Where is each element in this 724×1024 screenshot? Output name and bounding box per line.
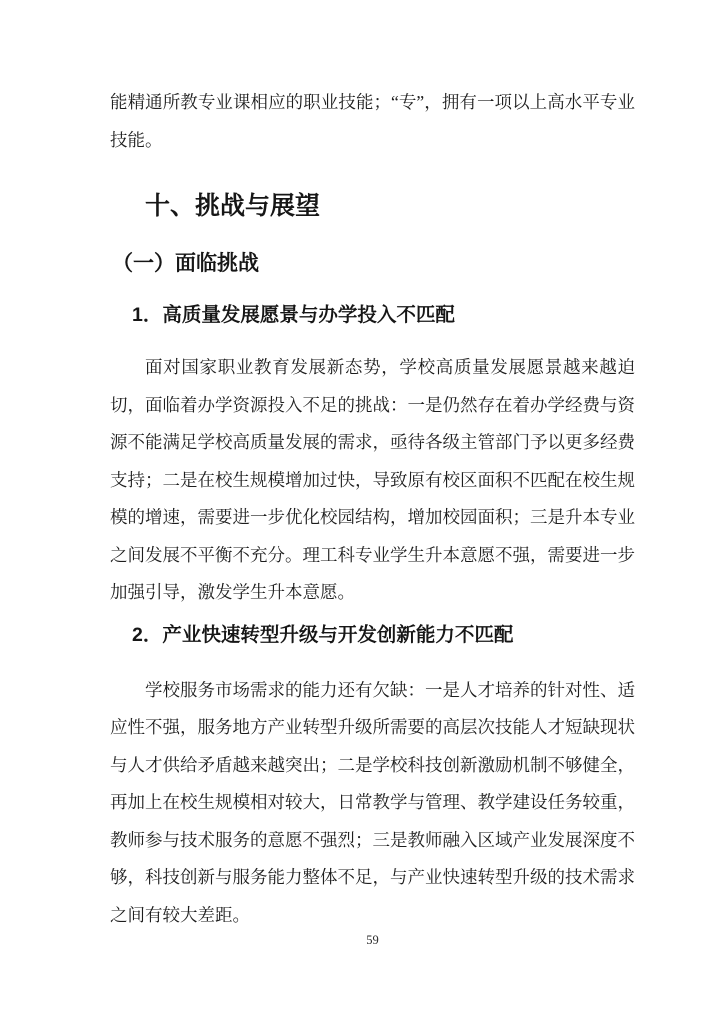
subsection-heading: （一）面临挑战: [112, 252, 259, 275]
item1-paragraph: 面对国家职业教育发展新态势，学校高质量发展愿景越来越迫切，面临着办学资源投入不足的挑战：一是仍然存在着办学经费与资源不能满足学校高质量发展的需求，亟待各级主管部门予以更多经费支持；二是在校生规模增加过快，导致原有校区面积不匹配在校生规模的增速，需要进一步优化校园结构，增加校园面积；三是升本专业之间发展不平衡不充分。理工科专业学生升本意愿不强，需要进一步加强引导，激发学生升本意愿。: [110, 357, 635, 602]
item1-heading: 1．高质量发展愿景与办学投入不匹配: [132, 304, 455, 326]
item2-paragraph: 学校服务市场需求的能力还有欠缺：一是人才培养的针对性、适应性不强，服务地方产业转型升级所需要的高层次技能人才短缺现状与人才供给矛盾越来越突出；二是学校科技创新激励机制不够健全，再加上在校生规模相对较大，日常教学与管理、教学建设任务较重，教师参与技术服务的意愿不强烈；三是教师融入区域产业发展深度不够，科技创新与服务能力整体不足，与产业快速转型升级的技术需求之间有较大差距。: [110, 679, 635, 925]
page-content: [110, 84, 635, 934]
item2-heading: 2．产业快速转型升级与开发创新能力不匹配: [132, 623, 514, 646]
page-number: 59: [366, 933, 379, 947]
section-heading: 十、挑战与展望: [145, 192, 321, 220]
intro-paragraph: 能精通所教专业课相应的职业技能；“专”，拥有一项以上高水平专业技能。: [110, 92, 635, 150]
